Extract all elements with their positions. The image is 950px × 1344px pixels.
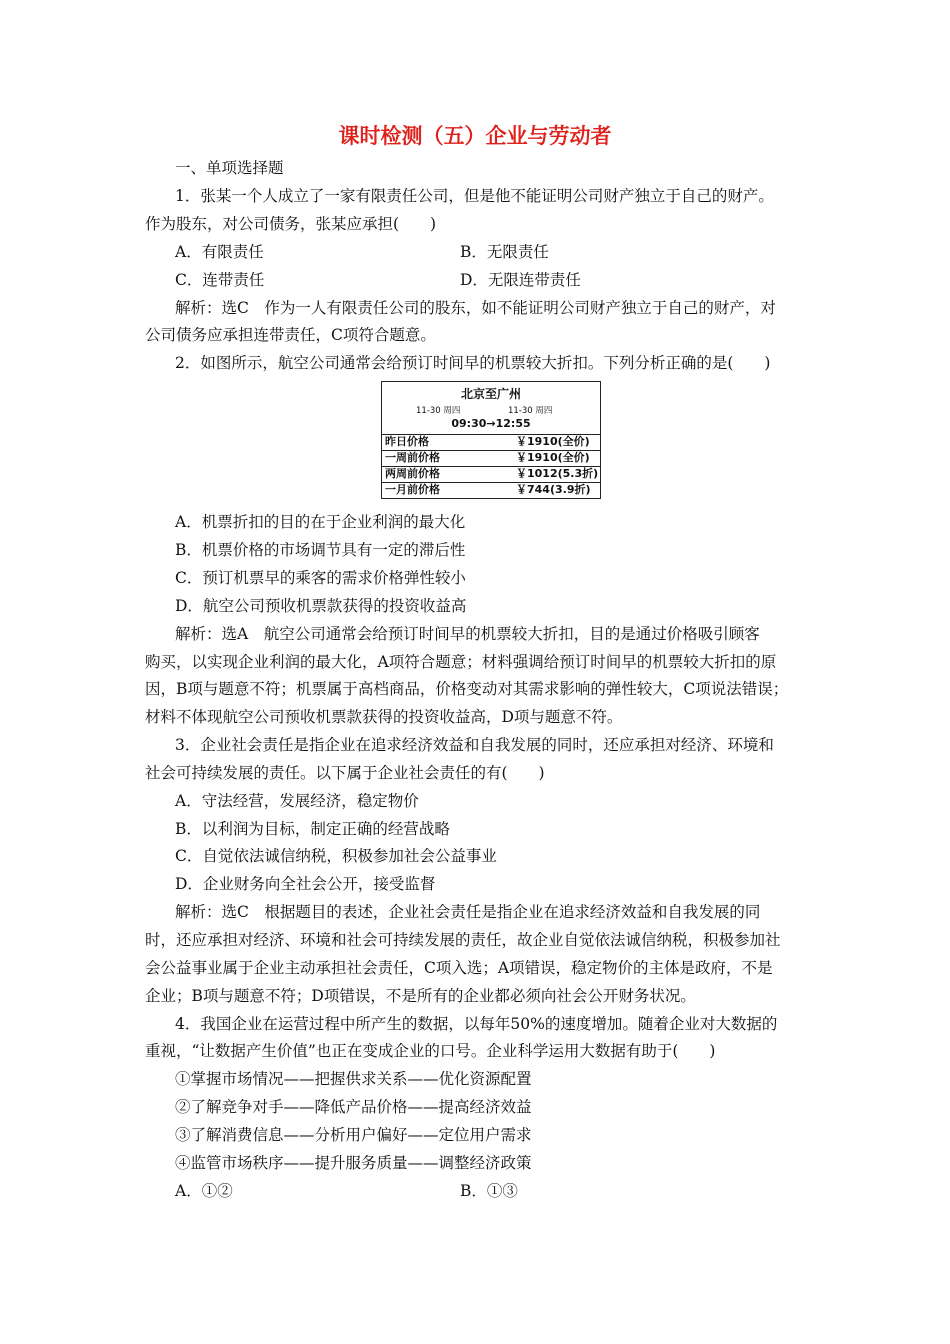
q4-stem-line1: 4．我国企业在运营过程中所产生的数据，以每年50%的速度增加。随着企业对大数据的 xyxy=(175,1015,778,1033)
q1-stem-line2: 作为股东，对公司债务，张某应承担( ) xyxy=(145,215,437,233)
q1-explanation-line2: 公司债务应承担连带责任，C项符合题意。 xyxy=(145,326,436,344)
q2-explanation-line2: 购买，以实现企业利润的最大化，A项符合题意；材料强调给预订时间早的机票较大折扣的原 xyxy=(145,653,777,671)
q3-option-c: C．自觉依法诚信纳税，积极参加社会公益事业 xyxy=(175,847,497,865)
q4-stem-line2: 重视，“让数据产生价值”也正在变成企业的口号。企业科学运用大数据有助于( ) xyxy=(145,1042,716,1060)
q3-stem-line1: 3．企业社会责任是指企业在追求经济效益和自我发展的同时，还应承担对经济、环境和 xyxy=(175,736,774,754)
price-label: 两周前价格 xyxy=(385,467,440,480)
q2-explanation-line4: 材料不体现航空公司预收机票款获得的投资收益高，D项与题意不符。 xyxy=(145,708,623,726)
ticket-header xyxy=(382,382,600,435)
price-value: ￥744(3.9折) xyxy=(516,483,591,496)
q3-option-d: D．企业财务向全社会公开，接受监督 xyxy=(175,875,436,893)
ticket-route: 北京至广州 xyxy=(460,387,521,401)
page-title: 课时检测（五）企业与劳动者 xyxy=(338,124,612,148)
q4-item-1: ①掌握市场情况——把握供求关系——优化资源配置 xyxy=(175,1070,532,1088)
q1-explanation-line1: 解析：选C 作为一人有限责任公司的股东，如不能证明公司财产独立于自己的财产，对 xyxy=(175,299,776,317)
q2-option-c: C．预订机票早的乘客的需求价格弹性较小 xyxy=(175,569,466,587)
q4-option-a: A．①② xyxy=(175,1182,233,1200)
q3-option-b: B．以利润为目标，制定正确的经营战略 xyxy=(175,820,450,838)
q4-item-3: ③了解消费信息——分析用户偏好——定位用户需求 xyxy=(175,1126,532,1144)
q3-explanation-line3: 会公益事业属于企业主动承担社会责任，C项入选；A项错误，稳定物价的主体是政府，不是 xyxy=(145,959,773,977)
price-label: 一月前价格 xyxy=(385,483,440,496)
q1-option-a: A．有限责任 xyxy=(175,243,264,261)
q3-explanation-line4: 企业；B项与题意不符；D项错误，不是所有的企业都必须向社会公开财务状况。 xyxy=(145,987,696,1005)
q4-item-4: ④监管市场秩序——提升服务质量——调整经济政策 xyxy=(175,1154,532,1172)
ticket-price-row xyxy=(382,482,600,498)
ticket-departure-day: 11-30 周四 xyxy=(416,406,461,416)
ticket-price-row xyxy=(382,466,600,483)
q1-stem-line1: 1．张某一个人成立了一家有限责任公司，但是他不能证明公司财产独立于自己的财产。 xyxy=(175,187,774,205)
q3-stem-line2: 社会可持续发展的责任。以下属于企业社会责任的有( ) xyxy=(145,764,545,782)
q1-option-c: C．连带责任 xyxy=(175,271,265,289)
q1-option-d: D．无限连带责任 xyxy=(460,271,581,289)
flight-price-figure xyxy=(381,381,601,499)
section-heading: 一、单项选择题 xyxy=(175,159,284,177)
q2-stem: 2．如图所示，航空公司通常会给预订时间早的机票较大折扣。下列分析正确的是( ) xyxy=(175,354,771,372)
q3-explanation-line1: 解析：选C 根据题目的表述，企业社会责任是指企业在追求经济效益和自我发展的同 xyxy=(175,903,761,921)
price-label: 一周前价格 xyxy=(385,451,440,464)
ticket-price-row xyxy=(382,450,600,467)
q4-item-2: ②了解竞争对手——降低产品价格——提高经济效益 xyxy=(175,1098,532,1116)
ticket-price-row xyxy=(382,434,600,451)
q2-explanation-line1: 解析：选A 航空公司通常会给预订时间早的机票较大折扣，目的是通过价格吸引顾客 xyxy=(175,625,760,643)
q2-option-a: A．机票折扣的目的在于企业利润的最大化 xyxy=(175,513,466,531)
price-value: ￥1910(全价) xyxy=(516,451,590,464)
q2-option-b: B．机票价格的市场调节具有一定的滞后性 xyxy=(175,541,466,559)
q3-option-a: A．守法经营，发展经济，稳定物价 xyxy=(175,792,419,810)
q3-explanation-line2: 时，还应承担对经济、环境和社会可持续发展的责任，故企业自觉依法诚信纳税，积极参加社 xyxy=(145,931,781,949)
q1-option-b: B．无限责任 xyxy=(460,243,549,261)
price-value: ￥1910(全价) xyxy=(516,435,590,448)
ticket-arrival-day: 11-30 周四 xyxy=(508,406,553,416)
q4-option-b: B．①③ xyxy=(460,1182,518,1200)
price-value: ￥1012(5.3折) xyxy=(516,467,599,480)
price-label: 昨日价格 xyxy=(385,435,429,448)
ticket-time: 09:30→12:55 xyxy=(451,417,531,430)
q2-explanation-line3: 因，B项与题意不符；机票属于高档商品，价格变动对其需求影响的弹性较大，C项说法错误； xyxy=(145,680,789,698)
q2-option-d: D．航空公司预收机票款获得的投资收益高 xyxy=(175,597,467,615)
